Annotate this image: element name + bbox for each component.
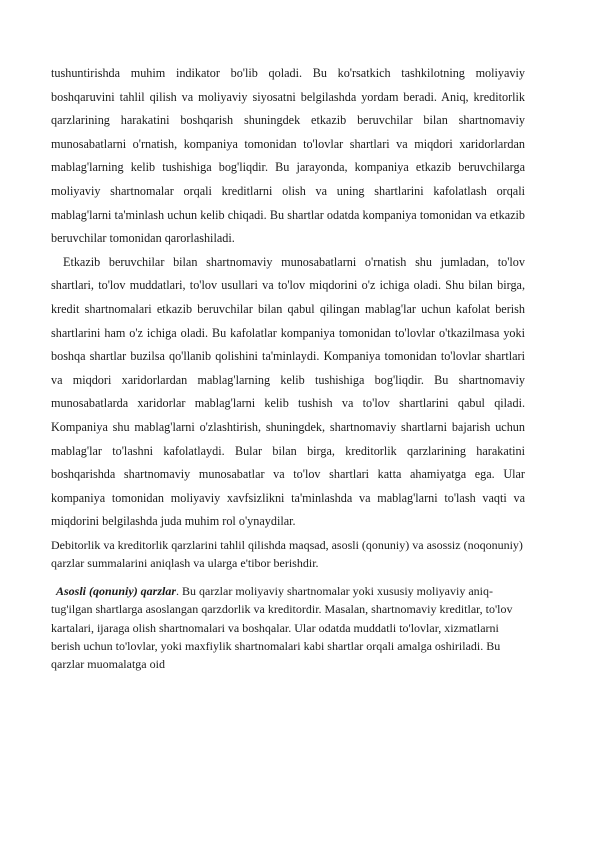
paragraph-4-text: . Bu qarzlar moliyaviy shartnomalar yoki xususiy moliyaviy aniq-tug'ilgan shartlarga asoslangan qarzdorlik va kreditordir. Masalan, shartnomaviy kreditlar, to'lov kartalari, ijaraga olish shartnomalari va boshqalar. Ular odatda muddatli to'lovlar, xizmatlarni berish uchun to'lovlar, yoki maxfiylik shartnomalari kabi shartlar orqali amalga oshiriladi. Bu qarzlar muomalatga oid [51, 584, 513, 672]
document-page [51, 62, 525, 673]
term-asosli-qarzlar: Asosli (qonuniy) qarzlar [56, 584, 177, 599]
paragraph-2: Etkazib beruvchilar bilan shartnomaviy munosabatlarni o'rnatish shu jumladan, to'lov shartlari, to'lov muddatlari, to'lov usullari va to'lov miqdorini o'z ichiga oladi. Shu bilan birga, kredit shartnomalari etkazib beruvchilar bilan qabul qilingan mablag'lar uchun kafolat berish shartlarini ham o'z ichiga oladi. Bu kafolatlar kompaniya tomonidan to'lovlar o'tkazilmasa yoki boshqa shartlar buzilsa qo'llanib qolishini ta'minlaydi. Kompaniya tomonidan to'lovlar shartlari va miqdori xaridorlardan mablag'larning kelib tushishiga bog'liqdir. Bu shartnomaviy munosabatlarda xaridorlar mablag'larni kelib tushish va to'lov shartlarini qabul qiladi. Kompaniya shu mablag'larni o'zlashtirish, shuningdek, shartnomaviy shartlarni bajarish uchun mablag'lar to'lashni kafolatlaydi. Bular bilan birga, kreditorlik qarzlarining harakatini boshqarishda shartnomaviy munosabatlar va to'lov shartlari katta ahamiyatga ega. Ular kompaniya tomonidan moliyaviy xavfsizlikni ta'minlashda va mablag'larni to'lash vaqti va miqdorini belgilashda juda muhim rol o'ynaydilar. [51, 254, 525, 529]
paragraph-1: tushuntirishda muhim indikator bo'lib qoladi. Bu ko'rsatkich tashkilotning moliyaviy boshqaruvini tahlil qilish va moliyaviy siyosatni belgilashda yordam beradi. Aniq, kreditorlik qarzlarining harakatini boshqarish shuningdek etkazib beruvchilar bilan shartnomaviy munosabatlarni o'rnatish, kompaniya tomonidan to'lovlar shartlari va miqdori xaridorlardan mablag'larning kelib tushishiga bog'liqdir. Bu jarayonda, kompaniya etkazib beruvchilarga moliyaviy shartnomalar orqali kreditlarni olish va uning shartlarini kafolatlash orqali mablag'larni ta'minlash uchun kelib chiqadi. Bu shartlar odatda kompaniya tomonidan va etkazib beruvchilar tomonidan qarorlashiladi. [51, 66, 525, 246]
paragraph-4 [51, 582, 525, 673]
paragraph-3: Debitorlik va kreditorlik qarzlarini tahlil qilishda maqsad, asosli (qonuniy) va asossiz (noqonuniy) qarzlar summalarini aniqlash va ularga e'tibor berishdir. [51, 537, 523, 571]
